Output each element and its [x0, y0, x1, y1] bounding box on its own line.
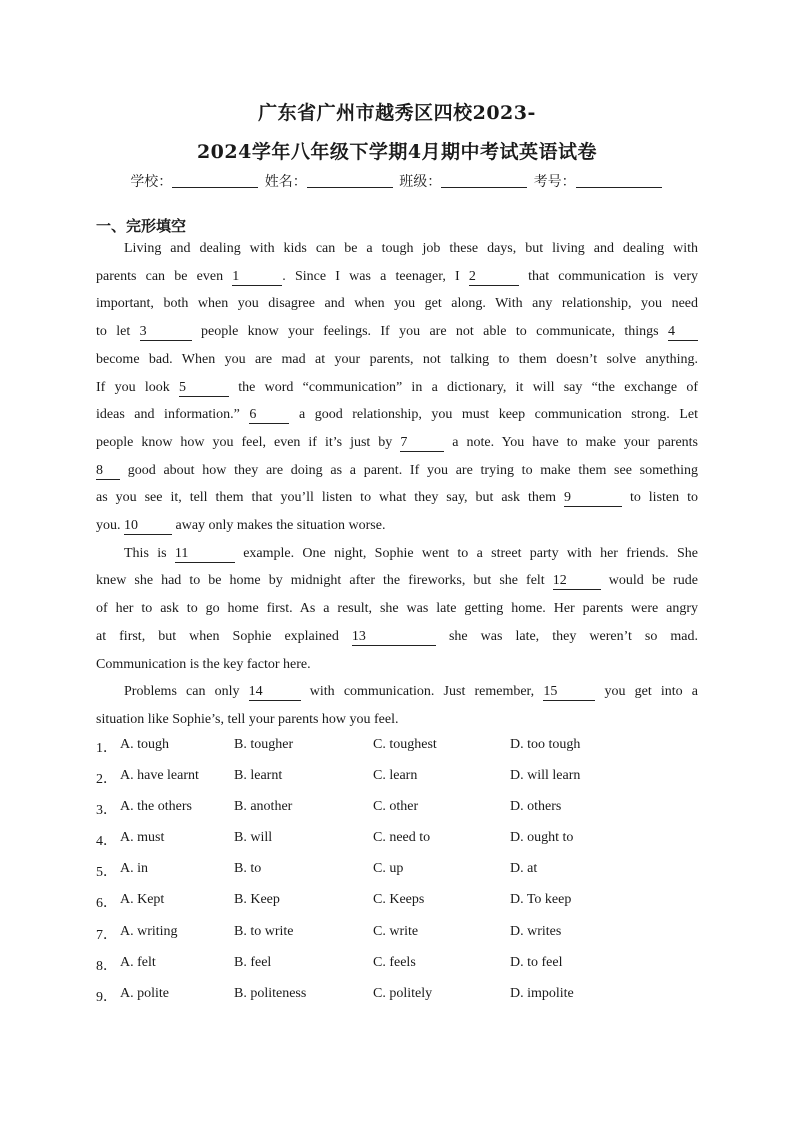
option-a[interactable]: A. must: [120, 830, 165, 846]
passage-line: people know how you feel, even if it’s just by 7 a note. You have to make your parents: [96, 434, 699, 450]
student-info-row: [0, 171, 794, 191]
passage-line: as you see it, tell them that you’ll listen to what they say, but ask them 9 to listen to: [96, 490, 698, 506]
option-a[interactable]: A. polite: [120, 985, 169, 1001]
option-a[interactable]: A. writing: [120, 923, 178, 939]
option-b[interactable]: B. to write: [234, 923, 294, 939]
cloze-passage: [96, 235, 698, 734]
option-c[interactable]: C. Keeps: [373, 892, 425, 908]
passage-line: If you look 5 the word “communication” in a dictionary, it will say “the exchange of: [96, 379, 699, 395]
name-label: 姓名：: [264, 174, 307, 190]
option-a[interactable]: A. have learnt: [120, 768, 199, 784]
blank-2[interactable]: 2: [469, 269, 519, 286]
option-d[interactable]: D. too tough: [510, 737, 581, 752]
passage-line: at first, but when Sophie explained 13 she was late, they weren’t so mad.: [96, 628, 698, 644]
passage-line: of her to ask to go home first. As a result, she was late getting home. Her parents were angry: [96, 601, 698, 617]
blank-11[interactable]: 11: [175, 546, 235, 563]
passage-line: parents can be even 1 . Since I was a teenager, I 2 that communication is very: [96, 268, 699, 284]
blank-8[interactable]: 8: [96, 463, 120, 480]
blank-5[interactable]: 5: [179, 380, 229, 397]
question-row: [96, 888, 716, 919]
option-a[interactable]: A. Kept: [120, 892, 165, 908]
question-row: [96, 951, 716, 982]
blank-13[interactable]: 13: [352, 629, 436, 646]
option-a[interactable]: A. tough: [120, 737, 169, 752]
option-a[interactable]: A. the others: [120, 799, 192, 815]
blank-12[interactable]: 12: [553, 573, 601, 590]
question-number: 6．: [96, 896, 117, 912]
option-b[interactable]: B. learnt: [234, 768, 283, 784]
option-c[interactable]: C. write: [373, 923, 419, 939]
option-b[interactable]: B. tougher: [234, 737, 294, 752]
option-d[interactable]: D. impolite: [510, 985, 574, 1001]
passage-line: to let 3 people know your feelings. If you are not able to communicate, things 4: [96, 318, 698, 346]
passage-line: ideas and information.” 6 a good relationship, you must keep communication strong. Let: [96, 407, 698, 423]
blank-15[interactable]: 15: [543, 684, 595, 701]
passage-line: become bad. When you are mad at your parents, not talking to them doesn’t solve anything.: [96, 351, 698, 367]
question-number: 3．: [96, 803, 117, 819]
option-d[interactable]: D. writes: [510, 923, 562, 939]
passage-line: knew she had to be home by midnight after the fireworks, but she felt 12 would be rude: [96, 573, 698, 589]
option-c[interactable]: C. need to: [373, 830, 431, 846]
paragraph-1: [96, 235, 698, 540]
question-number: 7．: [96, 927, 117, 943]
passage-line: This is 11 example. One night, Sophie went to a street party with her friends. She: [124, 545, 698, 561]
passage-line: Communication is the key factor here.: [96, 656, 311, 672]
option-b[interactable]: B. another: [234, 799, 293, 815]
class-blank[interactable]: [441, 173, 527, 188]
blank-14[interactable]: 14: [249, 684, 301, 701]
option-d[interactable]: D. ought to: [510, 830, 574, 846]
exam-title-line1: 广东省广州市越秀区四校2023-: [258, 102, 536, 124]
question-row: [96, 733, 716, 764]
blank-4[interactable]: 4: [668, 324, 698, 341]
passage-line: Living and dealing with kids can be a tough job these days, but living and dealing with: [124, 241, 698, 256]
blank-10[interactable]: 10: [124, 518, 172, 535]
passage-line: you. 10 away only makes the situation worse.: [96, 518, 386, 534]
question-row: [96, 826, 716, 857]
option-b[interactable]: B. will: [234, 830, 273, 846]
answer-options: [96, 733, 716, 1013]
option-b[interactable]: B. to: [234, 861, 262, 877]
question-row: [96, 764, 716, 795]
class-label: 班级：: [399, 174, 442, 190]
option-b[interactable]: B. feel: [234, 954, 272, 970]
option-d[interactable]: D. at: [510, 861, 538, 877]
question-number: 2．: [96, 772, 117, 788]
passage-line: important, both when you disagree and when you get along. With any relationship, you need: [96, 296, 698, 312]
section-title: 一、完形填空: [96, 217, 187, 235]
option-d[interactable]: D. others: [510, 799, 562, 815]
school-label: 学校：: [130, 174, 173, 190]
blank-1[interactable]: 1: [232, 269, 282, 286]
blank-6[interactable]: 6: [249, 407, 289, 424]
question-row: [96, 920, 716, 951]
school-blank[interactable]: [172, 173, 258, 188]
blank-3[interactable]: 3: [140, 324, 192, 341]
option-b[interactable]: B. Keep: [234, 892, 280, 908]
name-blank[interactable]: [307, 173, 393, 188]
exam-number-blank[interactable]: [576, 173, 662, 188]
option-c[interactable]: C. other: [373, 799, 419, 815]
question-row: [96, 857, 716, 888]
question-row: [96, 795, 716, 826]
question-row: [96, 982, 716, 1013]
option-b[interactable]: B. politeness: [234, 985, 307, 1001]
option-a[interactable]: A. felt: [120, 954, 156, 970]
paragraph-2: [96, 540, 698, 679]
exam-title-line2: 2024学年八年级下学期4月期中考试英语试卷: [196, 141, 598, 163]
question-number: 8．: [96, 958, 117, 974]
question-number: 1．: [96, 741, 117, 756]
option-c[interactable]: C. toughest: [373, 737, 437, 752]
option-d[interactable]: D. will learn: [510, 768, 581, 784]
option-c[interactable]: C. feels: [373, 954, 416, 970]
passage-line: situation like Sophie’s, tell your parents how you feel.: [96, 711, 399, 727]
question-number: 9．: [96, 989, 117, 1005]
option-d[interactable]: D. to feel: [510, 954, 563, 970]
passage-line: 8 good about how they are doing as a parent. If you are trying to make them see something: [96, 462, 698, 478]
passage-line: Problems can only 14 with communication. Just remember, 15 you get into a: [124, 684, 698, 700]
option-c[interactable]: C. learn: [373, 768, 418, 784]
question-number: 4．: [96, 834, 117, 850]
option-c[interactable]: C. politely: [373, 985, 433, 1001]
exam-number-label: 考号：: [533, 174, 576, 190]
blank-7[interactable]: 7: [400, 435, 444, 452]
question-number: 5．: [96, 865, 117, 881]
option-d[interactable]: D. To keep: [510, 892, 572, 908]
option-a[interactable]: A. in: [120, 861, 148, 877]
option-c[interactable]: C. up: [373, 861, 404, 877]
paragraph-3: [96, 678, 698, 733]
blank-9[interactable]: 9: [564, 490, 622, 507]
